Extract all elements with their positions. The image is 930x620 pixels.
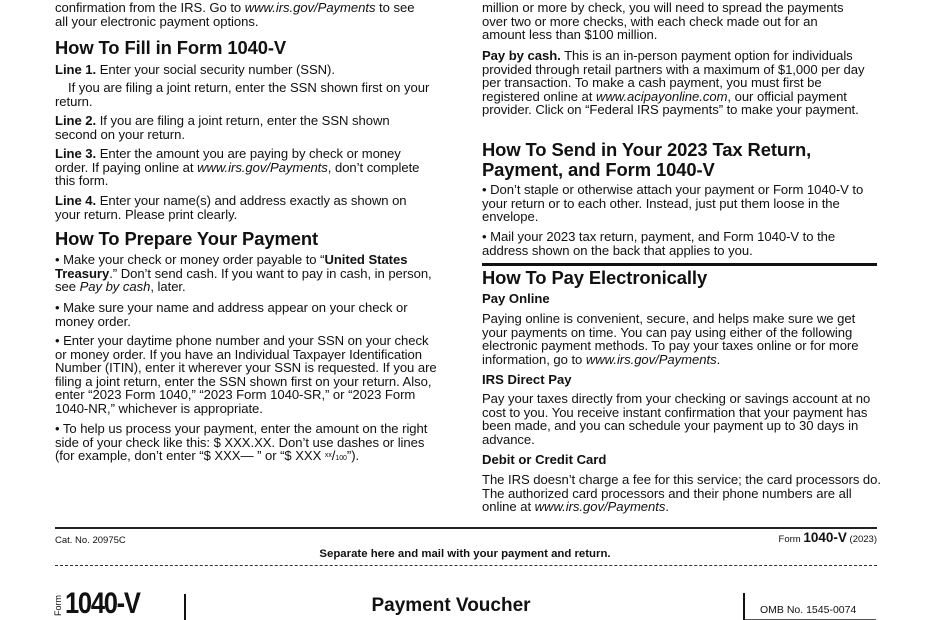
voucher-form-label: Form [53, 595, 63, 616]
card-paragraph: The IRS doesn’t charge a fee for this service; the card processors do. The authorized card processors and their phone numbers are all online at www.irs.gov/Payments. [482, 472, 881, 515]
form-footer-id: Form 1040-V (2023) [778, 530, 877, 545]
electronic-heading: How To Pay Electronically [482, 267, 708, 288]
section-divider [482, 263, 877, 266]
direct-pay-heading: IRS Direct Pay [482, 372, 572, 387]
pay-by-cash-paragraph: Pay by cash. This is an in-person payment option for individuals provided through retail partners with a maximum of $1,000 per day per transaction. To make a cash payment, you must first be registered online at www.acipayonline.com, our official payment provider. Click on “Federal IRS payments” to make your payment. [482, 48, 865, 118]
pay-online-paragraph: Paying online is convenient, secure, and helps make sure we get your payments on time. You can pay using either of the following electronic payment methods. To pay your taxes online or for more information, go to www.irs.gov/Payments. [482, 311, 859, 367]
voucher-title: Payment Voucher [371, 595, 531, 616]
irs-payments-link[interactable]: www.irs.gov/Payments [244, 0, 376, 15]
send-bullet-no-staple: • Don’t staple or otherwise attach your payment or Form 1040-V to your return or to each other. Instead, just put them loose in the envelope. [482, 182, 864, 225]
acipayonline-link[interactable]: www.acipayonline.com [595, 88, 728, 104]
irs-payments-link[interactable]: www.irs.gov/Payments [585, 351, 717, 367]
fill-in-heading: How To Fill in Form 1040-V [55, 37, 287, 58]
irs-payments-link[interactable]: www.irs.gov/Payments [534, 499, 666, 515]
separate-instruction: Separate here and mail with your payment and return. [319, 548, 611, 560]
prepare-bullet-name-address: • Make sure your name and address appear on your check or money order. [55, 300, 408, 329]
catalog-number: Cat. No. 20975C [55, 535, 126, 546]
prepare-bullet-phone-ssn: • Enter your daytime phone number and your SSN on your check or money order. If you have an Individual Taxpayer Identification Number (ITIN), enter it wherever your SSN is requested. If you are filing a joint return, enter the SSN shown first on your return. Also, enter “2023 Form 1040,” “2023 Form 1040-SR,” or “2023 Form 1040-NR,” whichever is appropriate. [55, 333, 437, 416]
send-heading: How To Send in Your 2023 Tax Return, Payment, and Form 1040-V [482, 139, 812, 180]
intro-tail: confirmation from the IRS. Go to www.irs.gov/Payments to see all your electronic payment options. [55, 0, 415, 29]
prepare-bullet-payee: • Make your check or money order payable to “United States Treasury.” Don’t send cash. If you want to pay in cash, in person, see Pay by cash, later. [55, 252, 432, 295]
prepare-heading: How To Prepare Your Payment [55, 228, 319, 249]
check-limit-tail: million or more by check, you will need to spread the payments over two or more checks, with each check made out for an amount less than $100 million. [482, 0, 844, 43]
irs-payments-link[interactable]: www.irs.gov/Payments [197, 159, 328, 175]
line2-instruction: Line 2. If you are filing a joint return, enter the SSN shown second on your return. [55, 113, 390, 142]
pay-online-heading: Pay Online [482, 291, 550, 306]
voucher-form-number: 1040-V [65, 587, 140, 620]
card-heading: Debit or Credit Card [482, 452, 607, 467]
prepare-bullet-amount-format: • To help us process your payment, enter the amount on the right side of your check like this: $ XXX.XX. Don’t use dashes or lines (for example, don’t enter “$ XXX— ” or “$ XXX $^{xx}$/100”). [55, 421, 428, 464]
line4-instruction: Line 4. Enter your name(s) and address exactly as shown on your return. Please print clearly. [55, 193, 407, 222]
direct-pay-paragraph: Pay your taxes directly from your checking or savings account at no cost to you. You receive instant confirmation that your payment has been made, and you can schedule your payment up to 30 days in advance. [482, 391, 871, 447]
omb-number: OMB No. 1545-0074 [760, 604, 857, 616]
line1-joint-note: If you are filing a joint return, enter the SSN shown first on your return. [55, 80, 430, 109]
send-bullet-mail: • Mail your 2023 tax return, payment, and Form 1040-V to the address shown on the back that applies to you. [482, 229, 836, 258]
line1-instruction: Line 1. Enter your social security number (SSN). [55, 62, 335, 77]
voucher-divider-right [743, 593, 745, 620]
line3-instruction: Line 3. Enter the amount you are paying by check or money order. If paying online at www.irs.gov/Payments, don’t complete this form. [55, 146, 420, 189]
tear-line [55, 565, 877, 566]
footer-rule [55, 527, 877, 529]
